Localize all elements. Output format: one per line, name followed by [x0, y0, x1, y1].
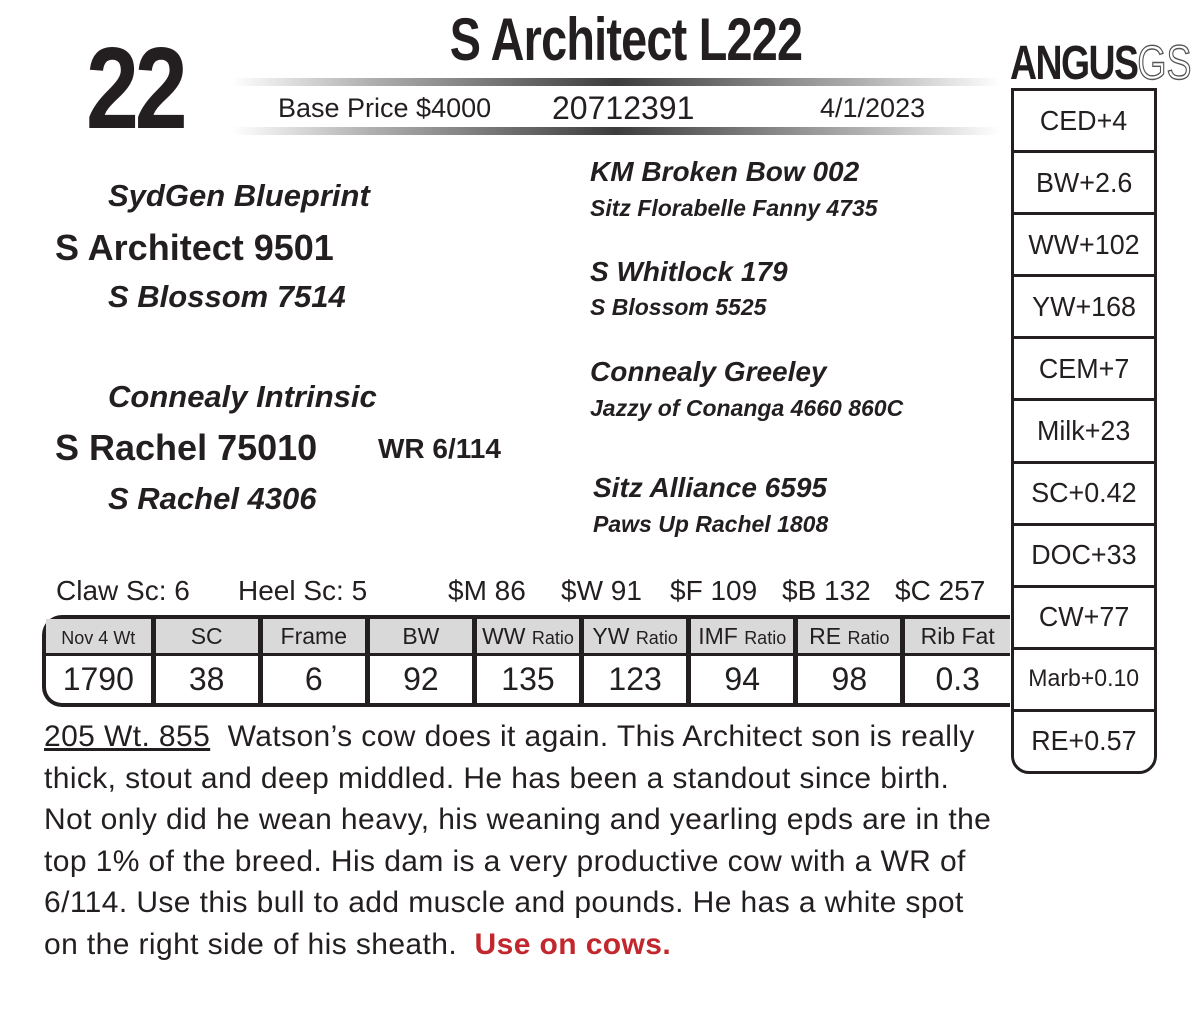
header-frame: Frame: [260, 619, 367, 655]
index-w: $W 91: [561, 575, 642, 606]
value-imf: 94: [689, 655, 796, 704]
epd-sc: SC+0.42: [1014, 464, 1154, 526]
logo-suffix: GS: [1137, 37, 1192, 90]
gp3-dam: Jazzy of Conanga 4660 860C: [590, 395, 904, 421]
gp3-sire: Connealy Greeley: [590, 356, 827, 387]
index-m: $M 86: [448, 575, 526, 606]
epd-cw: CW+77: [1014, 588, 1154, 650]
performance-table: [42, 615, 1010, 707]
lot-description: [44, 716, 999, 965]
epd-milk: Milk+23: [1014, 401, 1154, 463]
claw-score: Claw Sc: 6: [56, 575, 190, 606]
value-frame: 6: [260, 655, 367, 704]
gp4-dam: Paws Up Rachel 1808: [593, 511, 829, 537]
performance-header-row: [46, 619, 1010, 655]
header-sc: SC: [153, 619, 260, 655]
recommendation: Use on cows.: [474, 927, 672, 961]
header-bw: BW: [367, 619, 474, 655]
epd-column: [1011, 88, 1157, 774]
epd-bw: BW+2.6: [1014, 153, 1154, 215]
index-c: $C 257: [895, 575, 986, 606]
sire-dam: S Blossom 7514: [108, 279, 346, 314]
dam-sire: Connealy Intrinsic: [108, 379, 377, 414]
heel-score: Heel Sc: 5: [238, 575, 368, 606]
epd-doc: DOC+33: [1014, 526, 1154, 588]
sire-sire: SydGen Blueprint: [108, 178, 370, 213]
sire: S Architect 9501: [55, 227, 334, 268]
header-rib-fat: Rib Fat: [903, 619, 1010, 655]
header-ww: WW Ratio: [474, 619, 581, 655]
dam: S Rachel 75010: [55, 427, 318, 468]
gp1-dam: Sitz Florabelle Fanny 4735: [590, 195, 878, 221]
epd-ced: CED+4: [1014, 91, 1154, 153]
value-yw: 123: [582, 655, 689, 704]
description-body: Watson’s cow does it again. This Architect son is really thick, stout and deep middled. He has been a standout since birth. Not only did he wean heavy, his weaning and yearling epds are in the top 1% of the breed. His dam is a very productive cow with a WR of 6/114. Use this bull to add muscle and pounds. He has a white spot on the right side of his sheath.: [44, 720, 992, 961]
gp2-dam: S Blossom 5525: [590, 294, 767, 320]
header-yw: YW Ratio: [582, 619, 689, 655]
dam-dam: S Rachel 4306: [108, 481, 317, 516]
epd-cem: CEM+7: [1014, 339, 1154, 401]
value-bw: 92: [367, 655, 474, 704]
value-wt: 1790: [46, 655, 153, 704]
epd-yw: YW+168: [1014, 277, 1154, 339]
epd-re: RE+0.57: [1031, 725, 1137, 757]
gp4-sire: Sitz Alliance 6595: [593, 472, 827, 503]
value-rib-fat: 0.3: [935, 661, 980, 697]
lot-number: 22: [86, 23, 184, 153]
gp1-sire: KM Broken Bow 002: [590, 156, 860, 187]
value-sc: 38: [153, 655, 260, 704]
performance-value-row: [46, 655, 1010, 704]
header-divider-top: [232, 78, 1000, 86]
header-imf: IMF Ratio: [689, 619, 796, 655]
gp2-sire: S Whitlock 179: [590, 256, 788, 287]
header-divider-bottom: [232, 127, 1000, 135]
index-f: $F 109: [670, 575, 758, 606]
weaning-weight: 205 Wt. 855: [44, 720, 211, 753]
header-re: RE Ratio: [796, 619, 903, 655]
index-b: $B 132: [782, 575, 871, 606]
page-title: S Architect L222: [449, 6, 803, 73]
base-price: Base Price $4000: [278, 93, 492, 123]
epd-ww: WW+102: [1014, 215, 1154, 277]
value-ww: 135: [474, 655, 581, 704]
angus-logo: [1010, 37, 1192, 90]
epd-marb: Marb+0.10: [1014, 650, 1154, 712]
registration-number: 20712391: [552, 90, 695, 126]
birth-date: 4/1/2023: [820, 93, 926, 123]
value-re: 98: [796, 655, 903, 704]
dam-weaning-ratio: WR 6/114: [378, 433, 501, 464]
logo-main: ANGUS: [1010, 37, 1138, 90]
header-wt: Nov 4 Wt: [46, 619, 153, 655]
